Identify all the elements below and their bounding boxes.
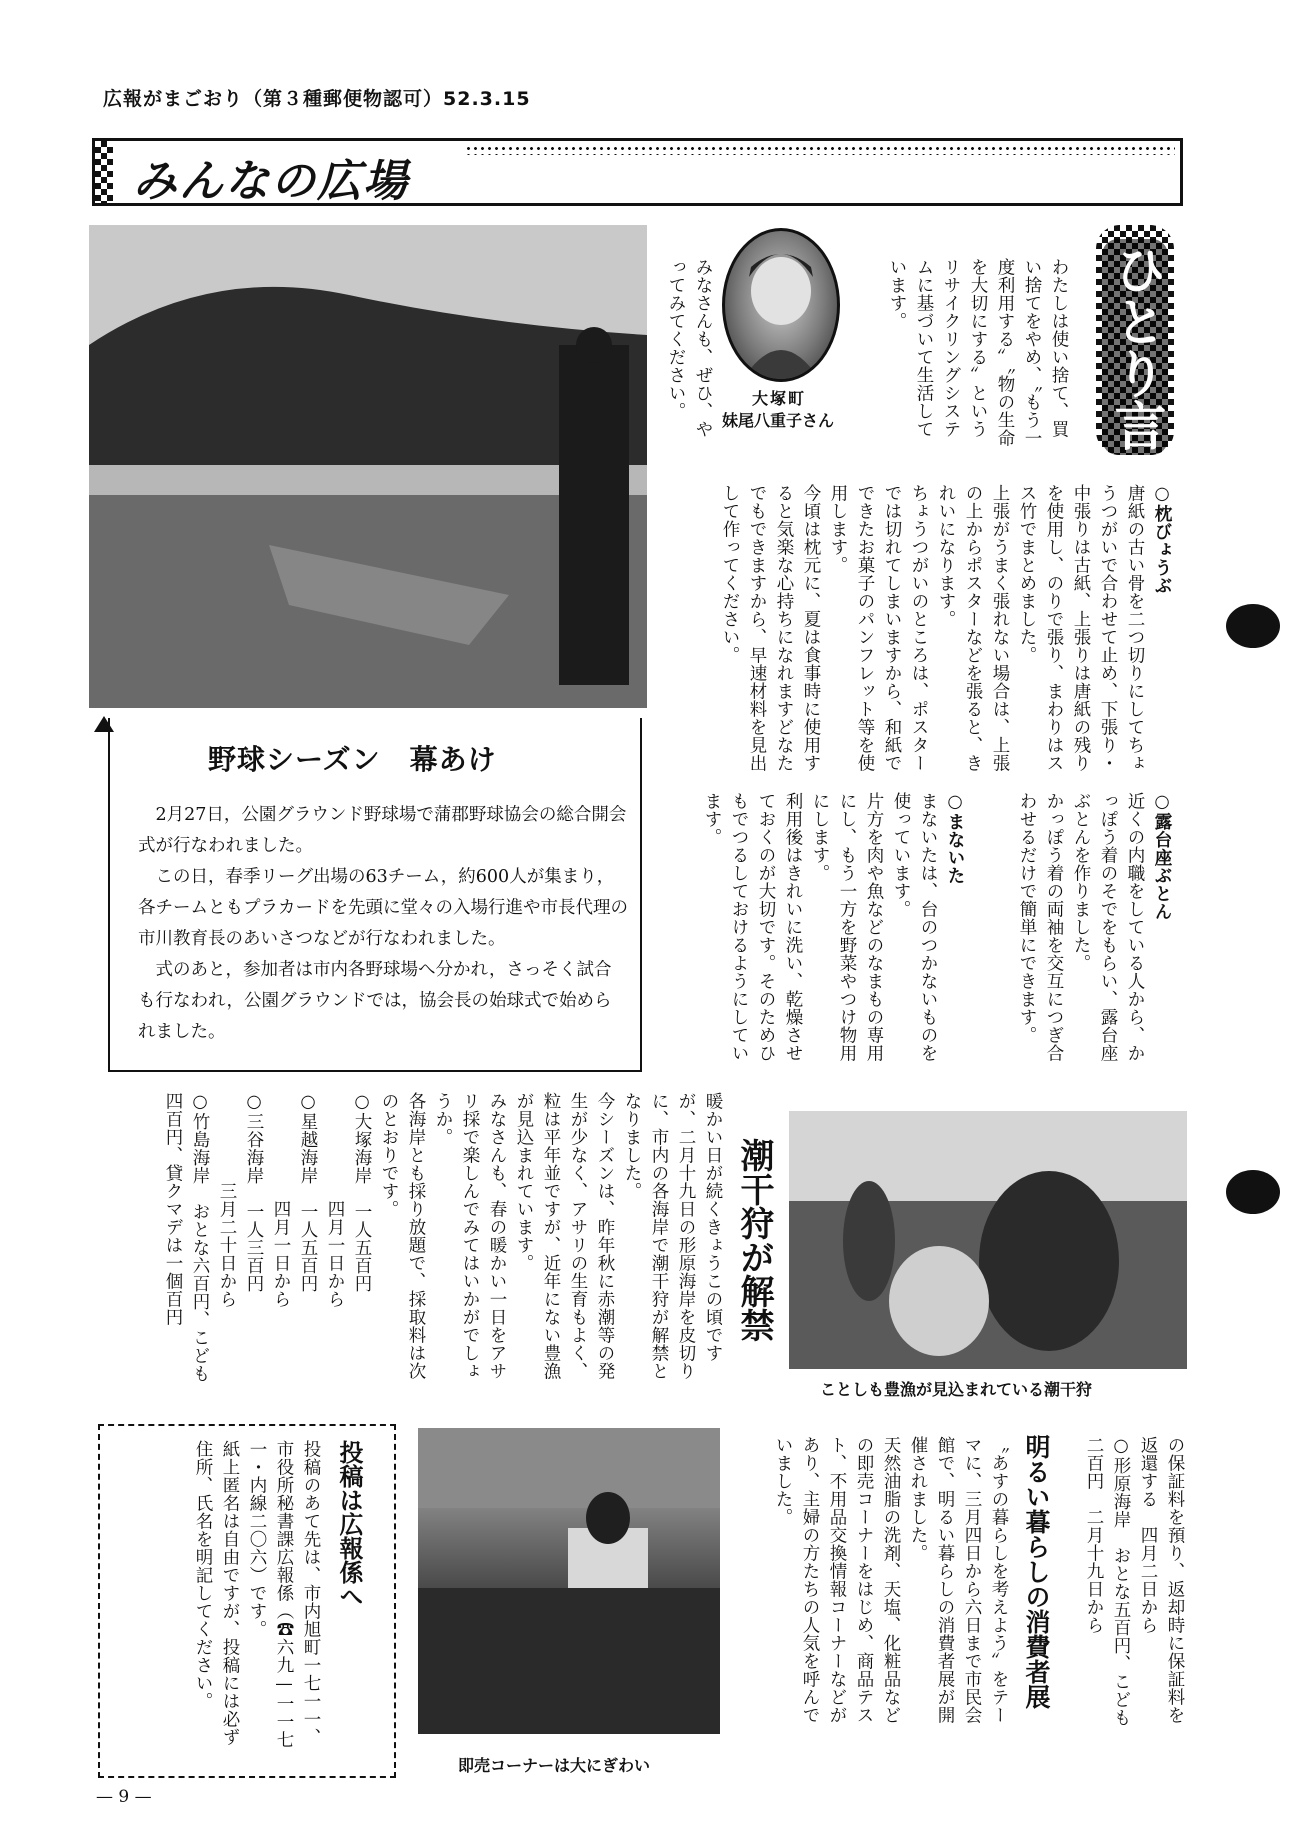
hitorigoto-intro: わたしは使い捨て、買い捨てをやめ、〝もう一度利用する〟〝物の生命を大切にする〟というリサイクリングシステムに基づいて生活しています。: [887, 258, 1069, 448]
section-title: みんなの広場: [133, 156, 409, 207]
toko-para-2: 紙上匿名は自由ですが、投稿には必ず住所、氏名を明記してください。: [193, 1440, 240, 1746]
toko-body: [114, 1440, 324, 1760]
margin-mark-2: [1226, 1170, 1280, 1214]
page-number: — 9 —: [96, 1787, 152, 1807]
item-2-para-1: 近くの内職をしている人から、かっぽう着のそでをもらい、露台座ぶとんを作りました。: [1071, 792, 1145, 1062]
item-1-heading: ○枕びょうぶ: [1152, 484, 1172, 595]
item-2-para-2: かっぽう着の両袖を交互につぎ合わせるだけで簡単にできます。: [1017, 792, 1064, 1062]
consumer-para-1: 〝あすの暮らしを考えよう〟をテーマに、三月四日から六日まで市民会館で、明るい暮らしの消費者展が開催されました。: [908, 1436, 1009, 1724]
consumer-body: [732, 1436, 1012, 1736]
fee-7: ○竹島海岸 おとな六百円、こども四百円、貸クマデは一個百円: [163, 1092, 210, 1383]
baseball-photo: [89, 225, 647, 708]
item-1-para-1: 唐紙の古い骨を二つ切りにしてちょうつがいで合わせて止め、下張り・中張りは古紙、上張りは唐紙の残りを使用し、のりで張り、まわりはスス竹でまとめました。: [1017, 484, 1145, 772]
banner-checker-left: [95, 141, 113, 203]
fee-1: ○大塚海岸 一人五百円: [352, 1092, 372, 1293]
baseball-para-1: 2月27日，公園グラウンド野球場で蒲郡野球協会の総合開会式が行なわれました。: [138, 805, 627, 856]
shiohigari-para-1: 暖かい日が続くきょうこの頃ですが、二月十九日の形原海岸を皮切りに、市内の各海岸で潮干狩が解禁となりました。: [622, 1092, 723, 1380]
hitorigoto-item-1: [650, 484, 1175, 780]
baseball-photo-image: [89, 225, 647, 708]
shiohigari-body: [90, 1092, 726, 1392]
hitorigoto-closing: みなさんも、ぜひ、やってみてください。: [666, 258, 713, 438]
toko-box: [98, 1424, 396, 1778]
toko-para-1: 投稿のあて先は、市内旭町一七一一、市役所秘書課広報係（☎六九—一一七一・内線二〇六）です。: [247, 1440, 321, 1749]
shiohigari-photo-caption: ことしも豊漁が見込まれている潮干狩: [820, 1380, 1093, 1399]
portrait-name: 妹尾八重子さん: [722, 411, 835, 430]
fee-8: の保証料を預り、返却時に保証料を返還する 四月二日から: [1138, 1436, 1185, 1724]
item-1-para-3: ちょうつがいのところは、ポスターでは切れてしまいますから、和紙でできたお菓子のパンフレット等を使用します。: [828, 484, 929, 772]
baseball-para-2: この日，春季リーグ出場の63チーム，約600人が集まり，各チームともプラカードを先頭に堂々の入場行進や市長代理の市川教育長のあいさつなどが行なわれました。: [138, 867, 628, 949]
baseball-title: 野球シーズン 幕あけ: [208, 743, 497, 776]
fee-2: 四月一日から: [325, 1092, 345, 1308]
item-3-heading: ○まないた: [945, 792, 965, 885]
item-1-para-4: 今頃は枕元に、夏は食事時に使用すると気楽な心持ちになれますどなたでもできますから、早速材料を見出して作ってください。: [720, 484, 821, 772]
masthead: 広報がまごおり（第３種郵便物認可）52.3.15: [103, 88, 531, 110]
fee-3: ○星越海岸 一人五百円: [298, 1092, 318, 1293]
baseball-body: [138, 800, 628, 1048]
portrait-image: [725, 231, 837, 379]
baseball-article-box: [108, 718, 642, 1072]
shiohigari-title: 潮干狩が解禁: [734, 1138, 774, 1342]
shiohigari-photo-image: [789, 1111, 1187, 1369]
shiohigari-para-4: 各海岸とも採り放題で、採取料は次のとおりです。: [379, 1092, 426, 1380]
item-3-para-1: まないたは、台のつかないものを使っています。: [891, 792, 938, 1062]
hitorigoto-badge-text: ひとり言: [1102, 239, 1168, 455]
consumer-title: 明るい暮らしの消費者展: [1022, 1434, 1051, 1709]
shiohigari-photo: [789, 1111, 1187, 1369]
fee-5: ○三谷海岸 一人三百円: [244, 1092, 264, 1293]
fee-6: 三月二十日から: [217, 1092, 237, 1308]
portrait-town: 大塚町: [752, 389, 807, 408]
consumer-photo-caption: 即売コーナーは大にぎわい: [458, 1756, 651, 1775]
item-3-para-2: 片方を肉や魚などのなまもの専用にし、もう一方を野菜やつけ物用にします。: [810, 792, 884, 1062]
hitorigoto-item-2: [973, 792, 1175, 1076]
consumer-para-2: 天然油脂の洗剤、天塩、化粧品などの即売コーナーをはじめ、商品テスト、不用品交換情報コーナーなどがあり、主婦の方たちの人気を呼んでいました。: [773, 1436, 901, 1724]
item-2-heading: ○露台座ぶとん: [1152, 792, 1172, 921]
shiohigari-para-2: 今シーズンは、昨年秋に赤潮等の発生が少なく、アサリの生育もよく、粒は平年並ですが、近年にない豊漁が見込まれています。: [514, 1092, 615, 1380]
hitorigoto-item-3: [650, 792, 968, 1076]
toko-title: 投稿は広報係へ: [335, 1440, 363, 1608]
item-3-para-3: 利用後はきれいに洗い、乾燥させておくのが大切です。そのためひもでつるしておけるようにしています。: [702, 792, 803, 1062]
fee-4: 四月一日から: [271, 1092, 291, 1308]
item-1-para-2: 上張がうまく張れない場合は、上張の上からポスターなどを張ると、きれいになります。: [936, 484, 1010, 772]
fee-9: ○形原海岸 おとな五百円、こども二百円 二月十九日から: [1084, 1436, 1131, 1727]
shiohigari-para-3: みなさんも、春の暖かい一日をアサリ採で楽しんでみてはいかがでしょうか。: [433, 1092, 507, 1380]
baseball-para-3: 式のあと，参加者は市内各野球場へ分かれ，さっそく試合も行なわれ，公園グラウンドでは，協会長の始球式で始められました。: [138, 960, 612, 1042]
consumer-photo-image: [418, 1428, 720, 1734]
portrait-photo: [722, 228, 840, 382]
hitorigoto-badge: [1096, 225, 1174, 455]
shiohigari-fees-continued: [1084, 1436, 1188, 1736]
section-title-banner: [92, 138, 1183, 206]
consumer-photo: [418, 1428, 720, 1734]
banner-dotline: [465, 145, 1175, 155]
margin-mark-1: [1226, 604, 1280, 648]
